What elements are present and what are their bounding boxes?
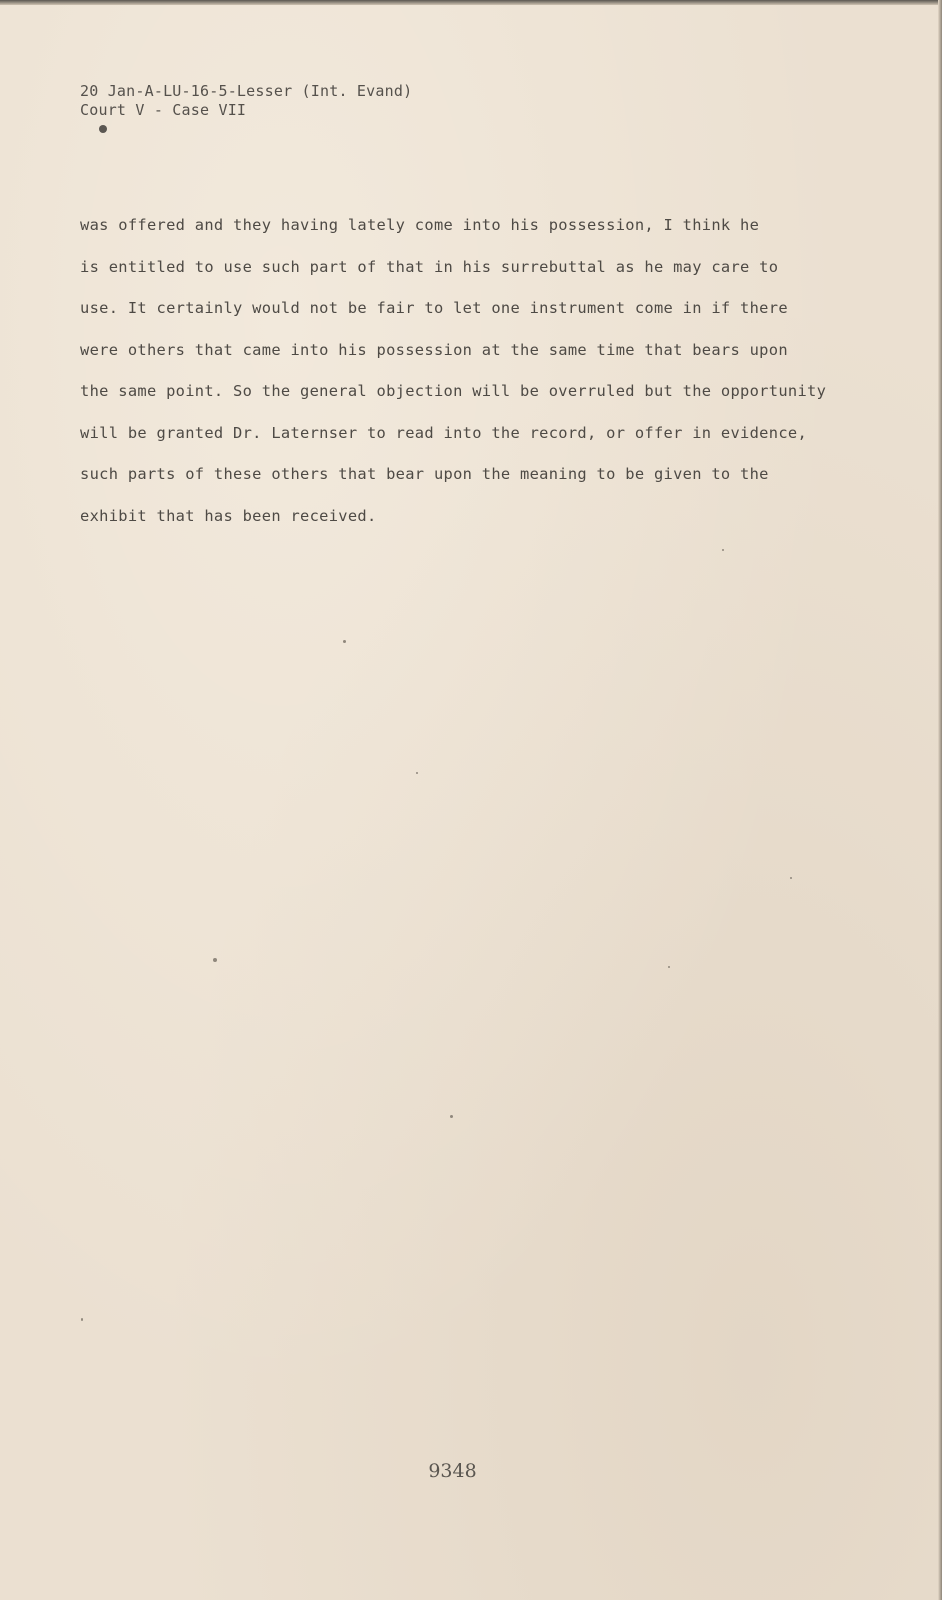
transcript-line: were others that came into his possession at the same time that bears upon [80, 340, 788, 359]
transcript-line: is entitled to use such part of that in his surrebuttal as he may care to [80, 257, 779, 276]
bullet-mark-icon [99, 125, 107, 133]
header-line-court: Court V - Case VII [80, 101, 247, 119]
page-top-edge [0, 0, 942, 5]
header-line-session: 20 Jan-A-LU-16-5-Lesser (Int. Evand) [80, 82, 413, 100]
transcript-line: was offered and they having lately come into his possession, I think he [80, 216, 760, 234]
paper-speck [416, 772, 418, 774]
paper-speck [668, 966, 670, 968]
transcript-line: use. It certainly would not be fair to let one instrument come in if there [80, 299, 788, 317]
paper-speck [81, 1318, 83, 1321]
page-right-edge [938, 0, 942, 1600]
transcript-line: exhibit that has been received. [80, 506, 377, 525]
paper-speck [343, 640, 346, 643]
paper-speck [213, 958, 217, 962]
paper-speck [450, 1115, 453, 1118]
transcript-line: such parts of these others that bear upon the meaning to be given to the [80, 465, 769, 483]
paper-speck [722, 549, 724, 551]
document-header [80, 82, 412, 120]
transcript-line: will be granted Dr. Laternser to read into the record, or offer in evidence, [80, 423, 808, 442]
paper-speck [790, 877, 792, 879]
page-number: 9348 [428, 1460, 477, 1482]
transcript-body [80, 205, 920, 537]
transcript-line: the same point. So the general objection will be overruled but the opportunity [80, 382, 827, 400]
